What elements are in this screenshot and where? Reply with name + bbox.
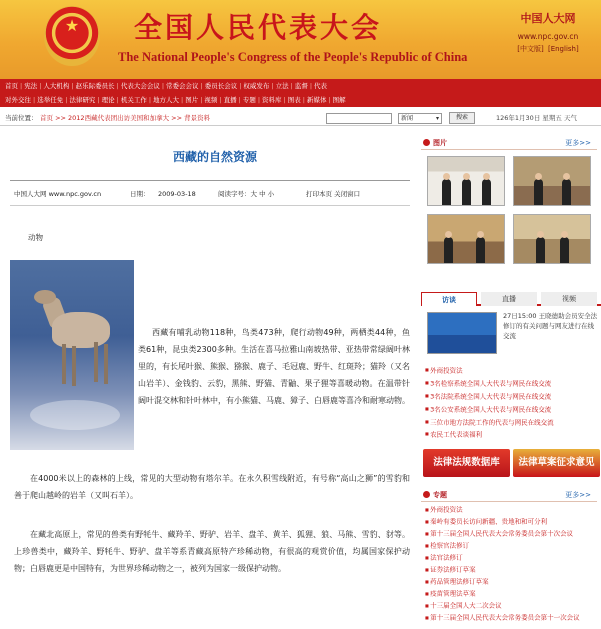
nav-separator: |	[309, 82, 313, 90]
media-tabs	[421, 292, 601, 306]
nav-separator: |	[271, 82, 274, 90]
section-heading: 动物	[28, 233, 43, 242]
list-item[interactable]: ■ 外商投资法	[425, 364, 601, 377]
nav-separator: |	[97, 96, 100, 104]
breadcrumb[interactable]: 首页 >> 2012西藏代表团出访美国和加拿大 >> 背景资料	[40, 114, 211, 122]
interview-text[interactable]: 27日15:00 王晓德助会员安全法修订的有关问题与网友进行在线交流	[503, 312, 598, 340]
nav-separator: |	[239, 82, 242, 90]
list-item[interactable]: ■ 证券法修订草案	[425, 564, 601, 576]
photos-title: 图片	[433, 139, 447, 147]
nav-item[interactable]: 赵乐际委员长	[75, 82, 115, 90]
nav-separator: |	[200, 96, 203, 104]
nav-item[interactable]: 理论	[101, 96, 115, 104]
nav-row-2	[0, 93, 601, 107]
lang-en-link[interactable]: [English]	[547, 45, 579, 53]
topics-more-link[interactable]: 更多>>	[565, 491, 591, 499]
main-nav	[0, 79, 601, 107]
nav-item[interactable]: 首页	[5, 82, 18, 90]
photo-thumbnail[interactable]	[427, 156, 505, 206]
nav-separator: |	[33, 96, 36, 104]
tab-interview[interactable]: 访谈	[421, 292, 477, 306]
nav-row-1	[0, 79, 601, 93]
nav-separator: |	[302, 96, 305, 104]
nav-separator: |	[238, 96, 241, 104]
nav-item[interactable]: 资料库	[262, 96, 282, 104]
list-item[interactable]: ■ 药品管理法修订草案	[425, 576, 601, 588]
article-paragraph-2: 在4000米以上的森林的上线，常见的大型动物有塔尔羊。在永久积雪线附近，有号称“高山之狮”的雪豹和善于爬山越岭的岩羊（又叫石羊）。	[14, 474, 410, 500]
photos-header	[421, 136, 597, 150]
nav-item[interactable]: 代表	[314, 82, 328, 90]
nav-item[interactable]: 权威发布	[243, 82, 270, 90]
law-database-banner[interactable]: 法律法规数据库	[423, 449, 510, 477]
list-item[interactable]: ■ 疫苗管理法草案	[425, 588, 601, 600]
bullet-icon	[423, 139, 430, 146]
nav-item[interactable]: 立法	[275, 82, 289, 90]
list-item[interactable]: ■ 3名公安系统全国人大代表与网民在线交流	[425, 403, 601, 416]
topics-header	[421, 488, 597, 502]
site-logo[interactable]: 中国人大网	[520, 12, 576, 25]
search-button[interactable]: 搜索	[449, 112, 475, 124]
breadcrumb-label: 当前位置：	[5, 114, 38, 122]
draft-comments-banner[interactable]: 法律草案征求意见	[513, 449, 600, 477]
nav-separator: |	[20, 82, 23, 90]
list-item[interactable]: ■ 法官法修订	[425, 552, 601, 564]
list-item[interactable]: ■ 3名法院系统全国人大代表与网民在线交流	[425, 390, 601, 403]
nav-separator: |	[39, 82, 42, 90]
nav-item[interactable]: 专题	[242, 96, 256, 104]
nav-item[interactable]: 图表	[287, 96, 301, 104]
font-size-control[interactable]: 阅读字号：大 中 小	[218, 190, 275, 198]
search-category-select[interactable]: 新闻 ▾	[398, 113, 442, 124]
nav-separator: |	[181, 96, 184, 104]
nav-separator: |	[283, 96, 286, 104]
list-item[interactable]: ■ 秦岭有委员长访问新疆、贵地和和可分利	[425, 516, 601, 528]
nav-item[interactable]: 宪法	[24, 82, 38, 90]
nav-item[interactable]: 选举任免	[37, 96, 64, 104]
nav-separator: |	[328, 96, 331, 104]
bullet-icon	[423, 491, 430, 498]
topics-list	[425, 504, 601, 624]
banner-right	[498, 10, 598, 54]
article-meta	[10, 180, 410, 206]
site-title: 全国人民代表大会	[134, 11, 383, 44]
list-item[interactable]: ■ 外商投资法	[425, 504, 601, 516]
nav-item[interactable]: 常委会会议	[166, 82, 199, 90]
breadcrumb-bar	[0, 110, 601, 126]
photo-thumbnail[interactable]	[427, 214, 505, 264]
nav-item[interactable]: 直播	[223, 96, 237, 104]
lang-zh-link[interactable]: [中文版]	[517, 45, 544, 53]
article-actions[interactable]: 打印本页 关闭窗口	[306, 190, 361, 198]
nav-separator: |	[116, 82, 119, 90]
current-date: 126年1月30日 星期五 天气	[496, 114, 577, 122]
nav-item[interactable]: 代表大会会议	[120, 82, 160, 90]
photo-thumbnail[interactable]	[513, 214, 591, 264]
article-paragraph-1: 西藏有哺乳动物118种，鸟类473种，爬行动物49种，两栖类44种，鱼类61种，昆虫类2300多种。生活在喜马拉雅山南坡热带、亚热带常绿阔叶林里的，有长尾叶猴、熊猴、猕猴、鹿子、毛冠鹿、野牛、红斑羚；猫羚（又名山岩羊）、金钱豹、云豹，黑熊、野猫、青鼬、果子狸等喜暖动物。在温带针阔叶混交林和针叶林中，有小熊猫、马鹿、獐子、白唇鹿等喜冷和耐寒动物。	[138, 328, 410, 405]
nav-item[interactable]: 新媒体	[306, 96, 327, 104]
interview-thumbnail[interactable]	[427, 312, 497, 354]
list-item[interactable]: ■ 3名检察系统全国人大代表与网民在线交流	[425, 377, 601, 390]
topics-title: 专题	[433, 491, 447, 499]
list-item[interactable]: ■ 农民工代表谈福利	[425, 428, 601, 441]
nav-item[interactable]: 对外交往	[5, 96, 31, 104]
site-banner	[0, 0, 601, 79]
nav-separator: |	[71, 82, 74, 90]
nav-item[interactable]: 委员长会议	[204, 82, 238, 90]
list-item[interactable]: ■ 三位市地方法院工作的代表与网民在线交流	[425, 416, 601, 429]
nav-separator: |	[219, 96, 222, 104]
nav-item[interactable]: 视频	[204, 96, 218, 104]
nav-item[interactable]: 图片	[185, 96, 199, 104]
search-input[interactable]	[326, 113, 392, 124]
nav-item[interactable]: 地方人大	[153, 96, 180, 104]
nav-item[interactable]: 监督	[294, 82, 308, 90]
nav-separator: |	[200, 82, 203, 90]
list-item[interactable]: ■ 十三届全国人大二次会议	[425, 600, 601, 612]
photo-thumbnail[interactable]	[513, 156, 591, 206]
article-date: 2009-03-18	[158, 190, 196, 198]
nav-separator: |	[148, 96, 152, 104]
nav-item[interactable]: 图解	[332, 96, 346, 104]
tab-video[interactable]: 视频	[541, 292, 597, 306]
list-item[interactable]: ■ 检察官法修订	[425, 540, 601, 552]
article	[10, 128, 420, 629]
nav-separator: |	[257, 96, 261, 104]
list-item[interactable]: ■ 第十三届全国人民代表大会常务委员会第十次会议	[425, 528, 601, 540]
nav-separator: |	[161, 82, 165, 90]
nav-item[interactable]: 机关工作	[120, 96, 147, 104]
national-emblem-icon: ★	[44, 6, 100, 66]
article-paragraph-3: 在藏北高原上，常见的兽类有野牦牛、藏羚羊、野驴、岩羊、盘羊、黄羊、狐狸、狼、马熊、雪豹、豺等。上珍兽类中，藏羚羊、野牦牛、野驴、盘羊等系青藏高原特产珍稀动物，有很高的观赏价值，均属国家保护动物；白唇鹿更是中国特有，为世界珍稀动物之一，被列为国家一级保护动物。	[14, 530, 410, 573]
nav-separator: |	[116, 96, 119, 104]
article-title: 西藏的自然资源	[172, 150, 257, 164]
site-url: www.npc.gov.cn	[517, 32, 579, 41]
list-item[interactable]: ■ 第十三届全国人民代表大会常务委员会第十一次会议	[425, 612, 601, 624]
nav-item[interactable]: 人大机构	[43, 82, 70, 90]
interview-links	[425, 364, 601, 441]
site-subtitle: The National People's Congress of the People's Republic of China	[118, 50, 468, 64]
article-date-label: 日期：	[130, 190, 150, 198]
nav-separator: |	[290, 82, 293, 90]
language-switch	[498, 44, 598, 54]
article-source: 中国人大网 www.npc.gov.cn	[14, 190, 102, 198]
nav-item[interactable]: 法律研究	[69, 96, 96, 104]
nav-separator: |	[65, 96, 68, 104]
tibetan-antelope-photo	[10, 260, 134, 450]
photos-more-link[interactable]: 更多>>	[565, 139, 591, 147]
tab-live[interactable]: 直播	[481, 292, 537, 306]
